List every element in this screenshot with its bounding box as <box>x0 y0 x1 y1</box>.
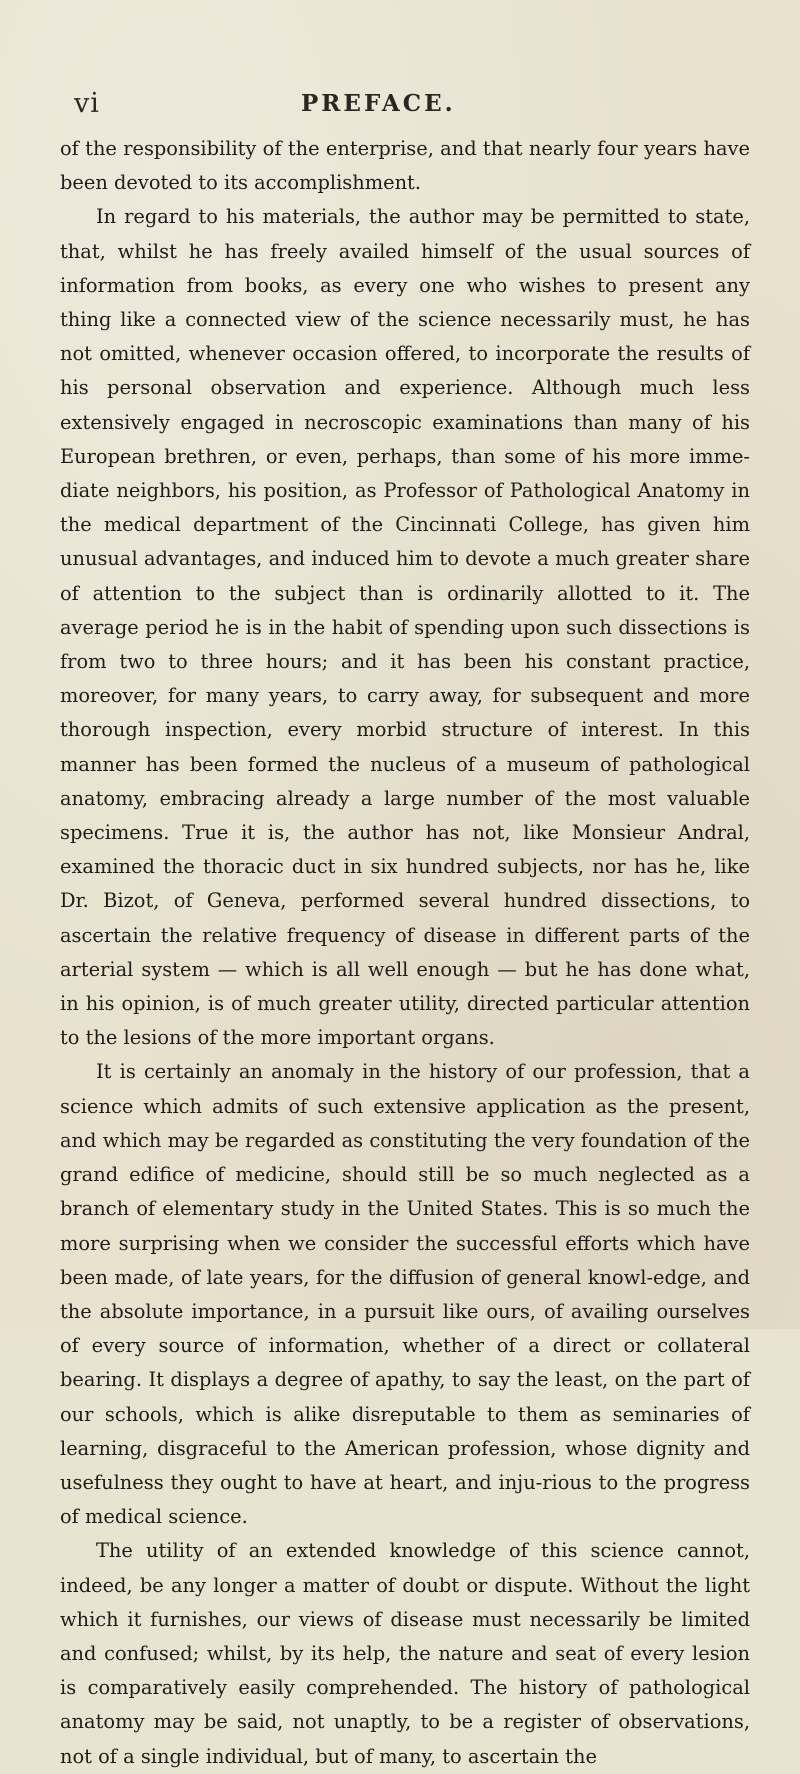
paragraph-utility: The utility of an extended knowledge of this science cannot, indeed, be any longer a matter of doubt or dispute. Without the light which it furnishes, our views of disease must necessarily be limited and confused; whilst, by its help, the nature and seat of every lesion is comparatively easily comprehended. The history of pathological anatomy may be said, not unaptly, to be a register of observations, not of a single individual, but of many, to ascertain the <box>60 1539 750 1768</box>
running-head: PREFACE. <box>301 90 456 117</box>
paragraph-anomaly: It is certainly an anomaly in the history of our profession, that a science which admits of such extensive application as the present, and which may be regarded as constituting the very foundation of the grand edifice of medicine, should still be so much neglected as a branch of elementary study in the United States. This is so much the more surprising when we consider the successful efforts which have been made, of late years, for the diffusion of general knowl-edge, and the absolute importance, in a pursuit like ours, of availing ourselves of every source of information, whether of a direct or collateral bearing. It displays a degree of apathy, to say the least, on the part of our schools, which is alike disreputable to them as seminaries of learning, disgraceful to the American profession, whose dignity and usefulness they ought to have at heart, and inju-rious to the progress of medical science. <box>60 1060 750 1529</box>
paragraph-materials: In regard to his materials, the author may be permitted to state, that, whilst he has freely availed himself of the usual sources of information from books, as every one who wishes to present any thing like a connected view of the science necessarily must, he has not omitted, whenever occasion offered, to incorporate the results of his personal observation and experience. Although much less extensively engaged in necroscopic examinations than many of his European brethren, or even, perhaps, than some of his more imme-diate neighbors, his position, as Professor of Pathological Anatomy in the medical department of the Cincinnati College, has given him unusual advantages, and induced him to devote a much greater share of attention to the subject than is ordinarily allotted to it. The average period he is in the habit of spending upon such dissections is from two to three hours; and it has been his constant practice, moreover, for many years, to carry away, for subsequent and more thorough inspection, every morbid structure of interest. In this manner has been formed the nucleus of a museum of pathological anatomy, embracing already a large number of the most valuable specimens. True it is, the author has not, like Monsieur Andral, examined the thoracic duct in six hundred subjects, nor has he, like Dr. Bizot, of Geneva, performed several hundred dissections, to ascertain the relative frequency of disease in different parts of the arterial system — which is all well enough — but he has done what, in his opinion, is of much greater utility, directed particular attention to the lesions of the more important organs. <box>60 205 750 1050</box>
page-header <box>48 88 748 128</box>
paragraph-continuation: of the responsibility of the enterprise, and that nearly four years have been devoted to its accomplishment. <box>60 137 750 195</box>
body-text <box>60 132 750 1774</box>
page-number: vi <box>74 88 100 119</box>
